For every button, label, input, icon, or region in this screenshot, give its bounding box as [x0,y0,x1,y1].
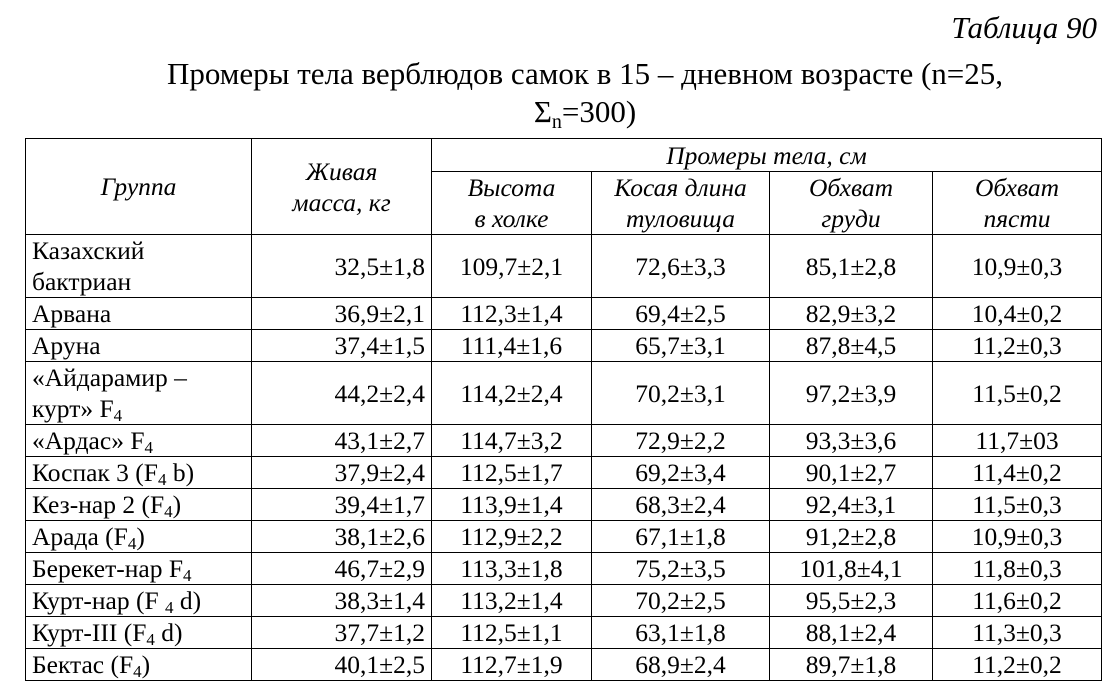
withers-height-value: 114,2±2,4 [432,362,592,425]
group-name-suffix: d) [173,586,202,615]
generation-subscript: 4 [133,662,142,681]
live-mass-value: 44,2±2,4 [252,362,432,425]
oblique-length-value: 72,9±2,2 [592,425,770,457]
table-number-label: Таблица 90 [951,10,1097,45]
generation-subscript: 4 [113,406,123,425]
withers-height-value: 114,7±3,2 [432,425,592,457]
live-mass-value: 37,7±1,2 [252,617,432,649]
group-name-text: Бектас (F [32,650,134,679]
generation-subscript: 4 [157,470,167,489]
header-chest-girth-line2: груди [821,204,881,233]
withers-height-value: 113,9±1,4 [432,489,592,521]
header-metacarpus-girth-line2: пясти [983,204,1051,233]
group-name-text: Берекет-нар F [32,554,184,583]
oblique-length-value: 67,1±1,8 [592,521,770,553]
group-name: Аруна [26,330,252,362]
metacarpus-girth-value: 11,7±03 [933,425,1102,457]
group-name: Арвана [26,298,252,330]
live-mass-value: 38,1±2,6 [252,521,432,553]
chest-girth-value: 82,9±3,2 [770,298,933,330]
table-row [26,425,1102,457]
table-title [60,55,1110,131]
withers-height-value: 111,4±1,6 [432,330,592,362]
header-oblique-length-line1: Косая длина [614,173,747,202]
table-row [26,298,1102,330]
live-mass-value: 37,4±1,5 [252,330,432,362]
table-row [26,362,1102,425]
group-name [26,362,252,425]
oblique-length-value: 75,2±3,5 [592,553,770,585]
title-text: Промеры тела верблюдов самок в 15 – дневном возрасте (n=25, [166,56,1004,91]
title-sigma-subscript: n [551,111,562,133]
group-name-text: Кез-нар 2 (F [32,490,165,519]
chest-girth-value: 91,2±2,8 [770,521,933,553]
table-row [26,585,1102,617]
group-name-line2: курт» F [32,394,114,423]
live-mass-value: 46,7±2,9 [252,553,432,585]
withers-height-value: 109,7±2,1 [432,235,592,298]
generation-subscript: 4 [127,534,137,553]
metacarpus-girth-value: 11,2±0,2 [933,649,1102,681]
group-name-suffix: ) [141,650,151,679]
group-name-line2: бактриан [32,267,132,296]
live-mass-value: 40,1±2,5 [252,649,432,681]
generation-subscript: 4 [144,438,153,457]
header-withers-height-line2: в холке [474,204,549,233]
chest-girth-value: 97,2±3,9 [770,362,933,425]
metacarpus-girth-value: 10,9±0,3 [933,235,1102,298]
group-name-suffix: ) [172,490,182,519]
generation-subscript: 4 [146,630,155,649]
table-row [26,521,1102,553]
chest-girth-value: 95,5±2,3 [770,585,933,617]
oblique-length-value: 69,2±3,4 [592,457,770,489]
live-mass-value: 39,4±1,7 [252,489,432,521]
metacarpus-girth-value: 10,9±0,3 [933,521,1102,553]
chest-girth-value: 85,1±2,8 [770,235,933,298]
table-row [26,649,1102,681]
withers-height-value: 112,7±1,9 [432,649,592,681]
chest-girth-value: 90,1±2,7 [770,457,933,489]
group-name-text: Курт-нар (F [32,586,166,615]
withers-height-value: 112,5±1,1 [432,617,592,649]
oblique-length-value: 65,7±3,1 [592,330,770,362]
header-group: Группа [26,139,252,235]
metacarpus-girth-value: 11,3±0,3 [933,617,1102,649]
oblique-length-value: 68,9±2,4 [592,649,770,681]
group-name [26,521,252,553]
oblique-length-value: 63,1±1,8 [592,617,770,649]
chest-girth-value: 92,4±3,1 [770,489,933,521]
group-name-text: «Ардас» F [32,426,145,455]
group-name-text: Арада (F [32,522,128,551]
group-name-suffix: b) [166,458,195,487]
group-name [26,457,252,489]
title-sigma: Σ [533,94,552,129]
live-mass-value: 43,1±2,7 [252,425,432,457]
group-name [26,553,252,585]
group-name [26,617,252,649]
header-withers-height [432,172,592,235]
table-row [26,235,1102,298]
header-live-mass-line1: Живая [305,156,378,186]
withers-height-value: 113,3±1,8 [432,553,592,585]
oblique-length-value: 70,2±3,1 [592,362,770,425]
header-oblique-length [592,172,770,235]
header-chest-girth [770,172,933,235]
metacarpus-girth-value: 10,4±0,2 [933,298,1102,330]
table-row [26,553,1102,585]
group-name [26,489,252,521]
metacarpus-girth-value: 11,8±0,3 [933,553,1102,585]
chest-girth-value: 93,3±3,6 [770,425,933,457]
chest-girth-value: 101,8±4,1 [770,553,933,585]
group-name [26,425,252,457]
header-metacarpus-girth-line1: Обхват [974,173,1060,202]
live-mass-value: 32,5±1,8 [252,235,432,298]
header-body-measures: Промеры тела, см [432,139,1102,172]
metacarpus-girth-value: 11,5±0,3 [933,489,1102,521]
live-mass-value: 37,9±2,4 [252,457,432,489]
measurements-table [25,138,1102,681]
generation-subscript: 4 [165,598,174,617]
metacarpus-girth-value: 11,6±0,2 [933,585,1102,617]
live-mass-value: 36,9±2,1 [252,298,432,330]
oblique-length-value: 70,2±2,5 [592,585,770,617]
live-mass-value: 38,3±1,4 [252,585,432,617]
oblique-length-value: 68,3±2,4 [592,489,770,521]
generation-subscript: 4 [183,566,192,585]
header-oblique-length-line2: туловища [625,204,736,233]
withers-height-value: 112,3±1,4 [432,298,592,330]
group-name-line1: Казахский [32,236,145,265]
header-withers-height-line1: Высота [467,173,556,202]
generation-subscript: 4 [164,502,173,521]
metacarpus-girth-value: 11,4±0,2 [933,457,1102,489]
header-live-mass-line2: масса, кг [292,187,391,217]
withers-height-value: 113,2±1,4 [432,585,592,617]
chest-girth-value: 87,8±4,5 [770,330,933,362]
oblique-length-value: 69,4±2,5 [592,298,770,330]
withers-height-value: 112,5±1,7 [432,457,592,489]
withers-height-value: 112,9±2,2 [432,521,592,553]
group-name-text: Курт-III (F [32,618,147,647]
header-metacarpus-girth [933,172,1102,235]
table-row [26,617,1102,649]
group-name-line1: «Айдарамир – [32,363,187,392]
header-row [26,139,1102,172]
table-row [26,457,1102,489]
header-live-mass [252,139,432,235]
header-chest-girth-line1: Обхват [808,173,894,202]
group-name-text: Коспак 3 (F [32,458,158,487]
metacarpus-girth-value: 11,5±0,2 [933,362,1102,425]
group-name [26,585,252,617]
group-name-suffix: ) [136,522,145,551]
chest-girth-value: 89,7±1,8 [770,649,933,681]
group-name [26,235,252,298]
metacarpus-girth-value: 11,2±0,3 [933,330,1102,362]
group-name [26,649,252,681]
table-row [26,489,1102,521]
chest-girth-value: 88,1±2,4 [770,617,933,649]
table-row [26,330,1102,362]
oblique-length-value: 72,6±3,3 [592,235,770,298]
title-sample-total: =300) [561,94,637,129]
group-name-suffix: d) [154,618,183,647]
